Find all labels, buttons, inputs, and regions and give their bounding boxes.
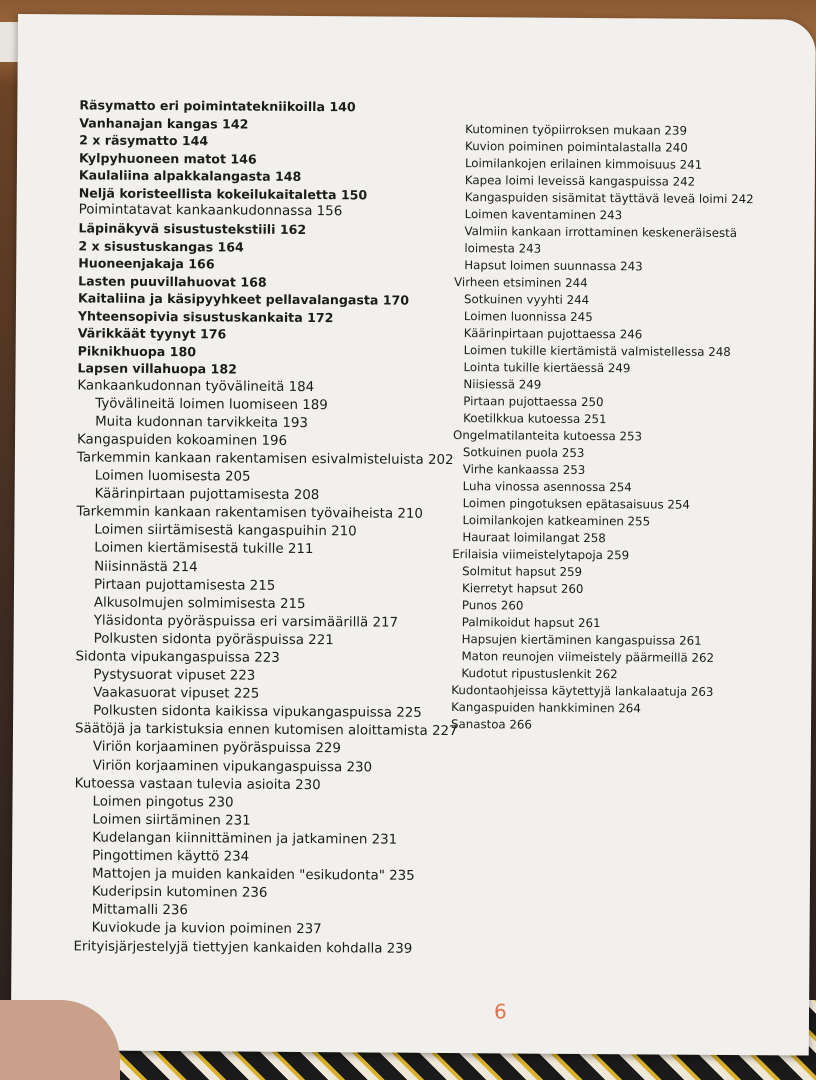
toc-subentry: Virhe kankaassa 253 xyxy=(462,462,586,477)
toc-entry: Läpinäkyvä sisustustekstiili 162 xyxy=(78,220,307,238)
toc-subentry: Sotkuinen puola 253 xyxy=(462,445,585,460)
toc-subentry: Loimilankojen erilainen kimmoisuus 241 xyxy=(464,156,703,172)
toc-entry: Virheen etsiminen 244 xyxy=(454,275,588,290)
toc-subentry: Loimen pingotuksen epätasaisuus 254 xyxy=(462,496,690,512)
toc-right-column xyxy=(451,121,755,735)
toc-subentry: Muita kudonnan tarvikkeita 193 xyxy=(95,414,308,431)
toc-subentry: Kuviokude ja kuvion poiminen 237 xyxy=(91,920,322,938)
toc-subentry: Loimen siirtämisestä kangaspuihin 210 xyxy=(94,522,357,540)
toc-subentry: Hapsujen kiertäminen kangaspuissa 261 xyxy=(461,632,702,648)
toc-entry: Lasten puuvillahuovat 168 xyxy=(78,273,267,290)
toc-subentry: Työvälineitä loimen luomiseen 189 xyxy=(95,396,328,413)
toc-entry: Kaulaliina alpakkalangasta 148 xyxy=(78,167,302,184)
toc-subentry: Kudotut ripustuslenkit 262 xyxy=(461,666,618,682)
toc-left-column xyxy=(73,96,462,958)
toc-subentry: Pystysuorat vipuset 223 xyxy=(93,667,256,684)
toc-entry: 2 x sisustuskangas 164 xyxy=(78,238,244,255)
toc-subentry: Loimen siirtäminen 231 xyxy=(92,812,251,829)
toc-entry: Kankaankudonnan työvälineitä 184 xyxy=(77,378,315,395)
toc-subentry: Loimen kiertämisestä tukille 211 xyxy=(94,540,314,558)
toc-subentry: Kangaspuiden sisämitat täyttävä leveä loimi 242 xyxy=(464,190,754,207)
toc-entry: Sanastoa 266 xyxy=(451,717,533,732)
toc-entry: Säätöjä ja tarkistuksia ennen kutomisen aloittamista 227 xyxy=(74,721,458,740)
toc-subentry: Loimen pingotus 230 xyxy=(92,794,234,811)
toc-subentry: Lointa tukille kiertäessä 249 xyxy=(463,360,631,376)
toc-entry: Lapsen villahuopa 182 xyxy=(77,360,237,377)
toc-subentry: Kierretyt hapsut 260 xyxy=(461,581,584,596)
toc-subentry: Loimen luomisesta 205 xyxy=(94,468,251,485)
toc-entry: Sidonta vipukangaspuissa 223 xyxy=(75,649,280,666)
toc-subentry: Palmikoidut hapsut 261 xyxy=(461,615,601,631)
toc-subentry: Kutominen työpiirroksen mukaan 239 xyxy=(465,122,688,138)
toc-subentry: Polkusten sidonta kaikissa vipukangaspuissa 225 xyxy=(93,703,422,722)
toc-subentry: Loimilankojen katkeaminen 255 xyxy=(462,513,651,529)
toc-subentry: Hauraat loimilangat 258 xyxy=(462,530,606,546)
toc-entry: Kangaspuiden kokoaminen 196 xyxy=(76,432,288,449)
toc-subentry: Hapsut loimen suunnassa 243 xyxy=(464,258,643,274)
toc-entry: Tarkemmin kankaan rakentamisen työvaiheista 210 xyxy=(76,504,424,523)
toc-subentry: Yläsidonta pyöräspuissa eri varsimäärillä 217 xyxy=(93,613,399,631)
toc-entry: Ongelmatilanteita kutoessa 253 xyxy=(453,428,643,444)
toc-entry: Erityisjärjestelyjä tiettyjen kankaiden kohdalla 239 xyxy=(73,938,413,957)
toc-entry: Kutoessa vastaan tulevia asioita 230 xyxy=(74,776,321,793)
toc-subentry: Sotkuinen vyyhti 244 xyxy=(463,292,590,307)
toc-subentry: Viriön korjaaminen vipukangaspuissa 230 xyxy=(92,758,373,776)
toc-subentry: Kuvion poiminen poimintalastalla 240 xyxy=(465,139,688,155)
toc-entry: Tarkemmin kankaan rakentamisen esivalmisteluista 202 xyxy=(76,450,454,469)
toc-subentry: Punos 260 xyxy=(461,598,524,613)
toc-entry: 2 x räsymatto 144 xyxy=(79,132,209,149)
toc-entry: Poimintatavat kankaankudonnassa 156 xyxy=(78,202,343,220)
toc-subentry: Pirtaan pujottaessa 250 xyxy=(463,394,604,410)
toc-subentry: Viriön korjaaminen pyöräspuissa 229 xyxy=(92,740,342,757)
toc-subentry: Alkusolmujen solmimisesta 215 xyxy=(93,595,306,612)
toc-subentry: Niisinnästä 214 xyxy=(94,559,198,575)
toc-entry: Kangaspuiden hankkiminen 264 xyxy=(451,700,641,716)
toc-subentry: Kuderipsin kutominen 236 xyxy=(91,884,268,901)
toc-entry: Huoneenjakaja 166 xyxy=(78,255,215,272)
toc-entry: Kaitaliina ja käsipyyhkeet pellavalangasta 170 xyxy=(77,290,410,308)
toc-entry: Kudontaohjeissa käytettyjä lankalaatuja 263 xyxy=(451,683,714,699)
toc-subentry: Vaakasuorat vipuset 225 xyxy=(93,685,260,702)
toc-entry: Piknikhuopa 180 xyxy=(77,343,197,359)
toc-entry: Yhteensopivia sisustuskankaita 172 xyxy=(77,308,334,325)
toc-subentry: Maton reunojen viimeistely päärmeillä 262 xyxy=(461,649,715,665)
toc-subentry: Pingottimen käyttö 234 xyxy=(92,848,250,865)
toc-subentry: Mittamalli 236 xyxy=(91,902,189,919)
toc-subentry: Polkusten sidonta pyöräspuissa 221 xyxy=(93,631,334,649)
toc-subentry: Valmiin kankaan irrottaminen keskeneräisestä loimesta 243 xyxy=(464,224,738,256)
toc-subentry: Loimen luonnissa 245 xyxy=(463,309,593,325)
toc-entry: Värikkäät tyynyt 176 xyxy=(77,325,227,342)
toc-subentry: Kudelangan kiinnittäminen ja jatkaminen 231 xyxy=(92,830,398,848)
toc-subentry: Käärinpirtaan pujottamisesta 208 xyxy=(94,486,320,504)
toc-entry: Neljä koristeellista kokeilukaitaletta 150 xyxy=(78,184,368,202)
toc-subentry: Kapea loimi leveissä kangaspuissa 242 xyxy=(464,173,696,189)
toc-subentry: Solmitut hapsut 259 xyxy=(462,564,583,579)
toc-entry: Erilaisia viimeistelytapoja 259 xyxy=(452,547,630,563)
book-page xyxy=(11,14,816,1056)
toc-subentry: Luha vinossa asennossa 254 xyxy=(462,479,632,495)
toc-subentry: Loimen kaventaminen 243 xyxy=(464,207,623,223)
toc-subentry: Mattojen ja muiden kankaiden "esikudonta" 235 xyxy=(91,866,415,884)
toc-entry: Räsymatto eri poimintatekniikoilla 140 xyxy=(79,97,356,115)
page-number: 6 xyxy=(493,999,507,1024)
toc-subentry: Käärinpirtaan pujottaessa 246 xyxy=(463,326,643,342)
toc-subentry: Pirtaan pujottamisesta 215 xyxy=(93,577,276,594)
toc-entry: Vanhanajan kangas 142 xyxy=(79,114,249,132)
toc-entry: Kylpyhuoneen matot 146 xyxy=(78,149,257,167)
toc-subentry: Niisiessä 249 xyxy=(463,377,542,392)
toc-subentry: Koetilkkua kutoessa 251 xyxy=(463,411,607,427)
toc-subentry: Loimen tukille kiertämistä valmistellessa 248 xyxy=(463,343,731,359)
